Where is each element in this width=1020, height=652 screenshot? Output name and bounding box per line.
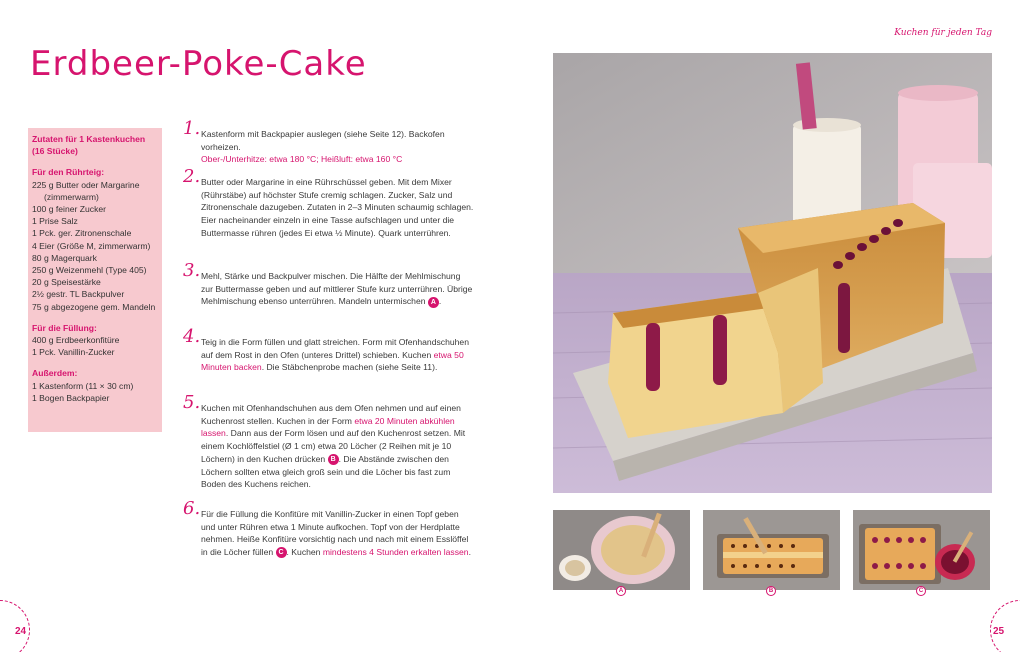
ingredient-item: 4 Eier (Größe M, zimmerwarm) [32, 240, 151, 251]
ingredient-item: 1 Pck. ger. Zitronenschale [32, 228, 132, 239]
ingredient-item: 80 g Magerquark [32, 252, 97, 263]
step-highlight: mindestens 4 Stunden erkalten lassen [322, 547, 469, 558]
photo-ref-badge: C [276, 547, 287, 558]
step-text: . Kuchen [286, 547, 321, 558]
ingredient-item: 1 Prise Salz [32, 216, 78, 227]
ingredient-item: 1 Pck. Vanillin-Zucker [32, 347, 115, 358]
section-title-dough: Für den Rührteig: [32, 167, 105, 178]
ingredient-item: 1 Bogen Backpapier [32, 392, 110, 403]
ingredient-item: 225 g Butter oder Margarine [32, 179, 140, 190]
step-text: Mehl, Stärke und Backpulver mischen. Die Hälfte der Mehlmischung zur Buttermasse geben und auf mittlerer Stufe kurz unterrühren. Übrige Mehlmischung ebenso unterrühren. Mandeln untermischen [201, 271, 473, 307]
step-highlight: Ober-/Unterhitze: etwa 180 °C; Heißluft: etwa 160 °C [201, 154, 403, 165]
step-photo-c [853, 510, 990, 590]
step-text: . Die Stäbchenprobe machen (siehe Seite 11). [261, 362, 438, 373]
ingredient-item: 75 g abgezogene gem. Mandeln [32, 301, 156, 312]
step-number: 3. [183, 260, 201, 281]
section-title-extras: Außerdem: [32, 368, 78, 379]
page-number-right: 25 [993, 626, 1005, 637]
photo-ref-badge: B [328, 454, 339, 465]
ingredient-item: 2½ gestr. TL Backpulver [32, 289, 125, 300]
ingredients-box [28, 128, 162, 432]
photo-label-a: A [616, 586, 626, 596]
step-text: Für die Füllung die Konfitüre mit Vanillin-Zucker in einen Topf geben und unter Rühren etwa 1 Minute aufkochen. Topf von der Herdplatte nehmen. Heiße Konfitüre vorsichtig nach und nach mit einem Esslöffel in die Löcher füllen [201, 509, 469, 558]
step-number: 5. [183, 392, 201, 413]
step-text: . Dann aus der Form lösen und auf den Kuchenrost setzen. Mit einem Kochlöffelstiel (Ø 1 cm) etwa 20 Löcher (2 Reihen mit je 10 Löchern) in den Kuchen drücken [201, 428, 466, 464]
photo-label-c: C [916, 586, 926, 596]
step-number: 1. [183, 118, 201, 139]
ingredient-item: 1 Kastenform (11 × 30 cm) [32, 380, 134, 391]
step-text: . [438, 296, 442, 307]
step-6 [183, 498, 474, 559]
section-title-filling: Für die Füllung: [32, 322, 97, 333]
step-photo-a [553, 510, 690, 590]
step-3 [183, 260, 474, 336]
ingredient-item: 400 g Erdbeerkonfitüre [32, 335, 120, 346]
step-1 [183, 118, 474, 176]
photo-label-b: B [766, 586, 776, 596]
ingredient-item: 100 g feiner Zucker [32, 204, 107, 215]
step-text: Teig in die Form füllen und glatt streichen. Form mit Ofenhandschuhen auf dem Rost in den Ofen (unteres Drittel) schieben. Kuchen [201, 337, 469, 360]
step-text: Kuchen mit Ofenhandschuhen aus dem Ofen nehmen und auf einen Kuchenrost stellen. Kuchen in der Form [201, 403, 461, 426]
instructions [183, 118, 474, 559]
step-text: . Die Abstände zwischen den Löchern sollten etwa gleich groß sein und die Löcher bis fast zum Boden des Kuchens reichen. [201, 453, 451, 490]
section-header: Kuchen für jeden Tag [894, 28, 992, 38]
step-number: 4. [183, 326, 201, 347]
step-text: . [468, 547, 471, 558]
step-highlight: etwa 20 Minuten abkühlen lassen [201, 415, 455, 439]
ingredient-item: 250 g Weizenmehl (Type 405) [32, 265, 147, 276]
step-text: Kastenform mit Backpapier auslegen (siehe Seite 12). Backofen vorheizen. [201, 129, 445, 152]
photo-ref-badge: A [428, 297, 439, 308]
step-4 [183, 326, 474, 402]
step-number: 2. [183, 166, 201, 187]
main-cake-photo [553, 53, 992, 493]
step-text: Butter oder Margarine in eine Rührschüssel geben. Mit dem Mixer (Rührstäbe) auf höchster Stufe cremig schlagen. Zucker, Salz und Zitronenschale dazugeben. Zutaten in 2–3 Minuten schaumig schlagen. Eier nacheinander einzeln in eine Tasse aufschlagen und unter die Buttermasse rühren (jedes Ei etwa ½ Minute). Quark unterrühren. [201, 177, 474, 238]
ingredient-item: (zimmerwarm) [44, 191, 99, 202]
ingredient-item: 20 g Speisestärke [32, 277, 101, 288]
ingredients-heading: Zutaten für 1 Kastenkuchen (16 Stücke) [32, 134, 146, 157]
step-5 [183, 392, 474, 508]
step-2 [183, 166, 474, 270]
step-highlight: etwa 50 Minuten backen [201, 349, 464, 373]
page-number-left: 24 [15, 626, 27, 637]
step-photo-b [703, 510, 840, 590]
step-number: 6. [183, 498, 201, 519]
recipe-title: Erdbeer-Poke-Cake [30, 44, 367, 84]
